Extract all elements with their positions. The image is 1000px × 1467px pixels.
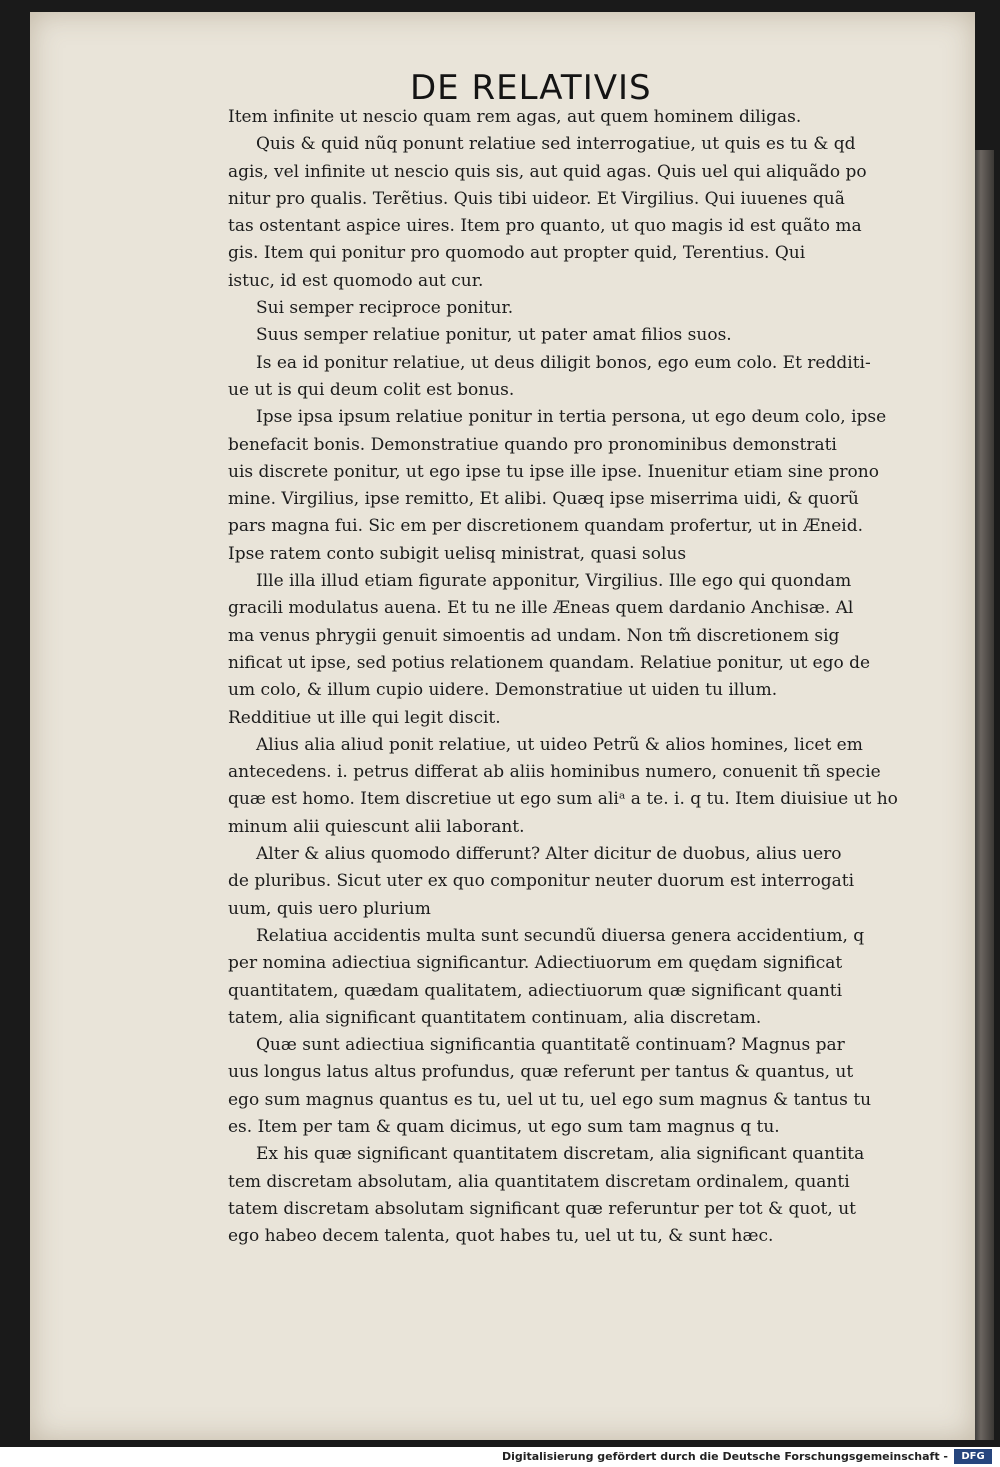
- text-line: ma venus phrygii genuit simoentis ad undam. Non tm̃ discretionem sig: [228, 625, 840, 646]
- text-line: Ex his quæ significant quantitatem discretam, alia significant quantita: [256, 1144, 865, 1165]
- text-line: gis. Item qui ponitur pro quomodo aut propter quid, Terentius. Qui: [228, 243, 806, 264]
- text-line: uis discrete ponitur, ut ego ipse tu ipse ille ipse. Inuenitur etiam sine prono: [228, 461, 879, 482]
- funding-credit: Digitalisierung gefördert durch die Deutsche Forschungsgemeinschaft -: [501, 1450, 948, 1463]
- footer: [0, 1448, 1000, 1467]
- text-line: Suus semper relatiue ponitur, ut pater amat filios suos.: [256, 325, 732, 346]
- text-line: Alius alia aliud ponit relatiue, ut uideo Petrũ & alios homines, licet em: [256, 734, 863, 755]
- text-line: Redditiue ut ille qui legit discit.: [228, 707, 501, 728]
- text-line: ego sum magnus quantus es tu, uel ut tu, uel ego sum magnus & tantus tu: [228, 1089, 872, 1110]
- text-line: Ille illa illud etiam figurate apponitur, Virgilius. Ille ego qui quondam: [256, 571, 852, 592]
- text-line: Sui semper reciproce ponitur.: [256, 298, 514, 319]
- text-line: agis, vel infinite ut nescio quis sis, aut quid agas. Quis uel qui aliquãdo po: [228, 161, 867, 182]
- text-line: Relatiua accidentis multa sunt secundũ diuersa genera accidentium, q: [256, 925, 865, 946]
- text-line: antecedens. i. petrus differat ab aliis hominibus numero, conuenit tñ specie: [228, 762, 881, 783]
- text-line: uum, quis uero plurium: [228, 898, 431, 919]
- text-line: benefacit bonis. Demonstratiue quando pro pronominibus demonstrati: [228, 434, 837, 455]
- text-line: tem discretam absolutam, alia quantitatem discretam ordinalem, quanti: [228, 1171, 850, 1192]
- page-title: DE RELATIVIS: [410, 68, 652, 108]
- text-line: Ipse ipsa ipsum relatiue ponitur in tertia persona, ut ego deum colo, ipse: [256, 407, 887, 428]
- text-line: tatem, alia significant quantitatem continuam, alia discretam.: [228, 1007, 762, 1028]
- text-line: tatem discretam absolutam significant quæ referuntur per tot & quot, ut: [228, 1198, 856, 1219]
- page-body: [228, 104, 948, 1250]
- dfg-logo[interactable]: DFG: [954, 1449, 992, 1464]
- text-line: nificat ut ipse, sed potius relationem quandam. Relatiue ponitur, ut ego de: [228, 652, 871, 673]
- text-line: tas ostentant aspice uires. Item pro quanto, ut quo magis id est quãto ma: [228, 216, 862, 237]
- text-line: mine. Virgilius, ipse remitto, Et alibi. Quæq ipse miserrima uidi, & quorũ: [228, 489, 859, 510]
- text-line: per nomina adiectiua significantur. Adiectiuorum em quędam significat: [228, 953, 843, 974]
- text-line: quæ est homo. Item discretiue ut ego sum aliᵃ a te. i. q tu. Item diuisiue ut ho: [228, 789, 898, 810]
- text-line: ue ut is qui deum colit est bonus.: [228, 379, 515, 400]
- page-edge: [972, 150, 994, 1440]
- text-line: istuc, id est quomodo aut cur.: [228, 270, 484, 291]
- text-line: Alter & alius quomodo differunt? Alter dicitur de duobus, alius uero: [256, 844, 842, 865]
- text-line: ego habeo decem talenta, quot habes tu, uel ut tu, & sunt hæc.: [228, 1226, 774, 1247]
- text-line: quantitatem, quædam qualitatem, adiectiuorum quæ significant quanti: [228, 980, 843, 1001]
- text-line: Item infinite ut nescio quam rem agas, aut quem hominem diligas.: [228, 107, 802, 127]
- text-line: nitur pro qualis. Terẽtius. Quis tibi uideor. Et Virgilius. Qui iuuenes quã: [228, 188, 845, 209]
- text-line: pars magna fui. Sic em per discretionem quandam profertur, ut in Æneid.: [228, 516, 863, 537]
- text-line: gracili modulatus auena. Et tu ne ille Æneas quem dardanio Anchisæ. Al: [228, 598, 854, 619]
- text-line: de pluribus. Sicut uter ex quo componitur neuter duorum est interrogati: [228, 871, 855, 892]
- text-line: minum alii quiescunt alii laborant.: [228, 816, 525, 837]
- text-line: Quis & quid nũq ponunt relatiue sed interrogatiue, ut quis es tu & qd: [256, 134, 856, 155]
- text-line: es. Item per tam & quam dicimus, ut ego sum tam magnus q tu.: [228, 1116, 780, 1137]
- text-line: um colo, & illum cupio uidere. Demonstratiue ut uiden tu illum.: [228, 680, 778, 701]
- text-line: Ipse ratem conto subigit uelisq ministrat, quasi solus: [228, 543, 687, 564]
- text-line: Quæ sunt adiectiua significantia quantitatẽ continuam? Magnus par: [256, 1035, 845, 1056]
- text-line: Is ea id ponitur relatiue, ut deus diligit bonos, ego eum colo. Et redditi-: [256, 352, 871, 373]
- text-line: uus longus latus altus profundus, quæ referunt per tantus & quantus, ut: [228, 1062, 854, 1083]
